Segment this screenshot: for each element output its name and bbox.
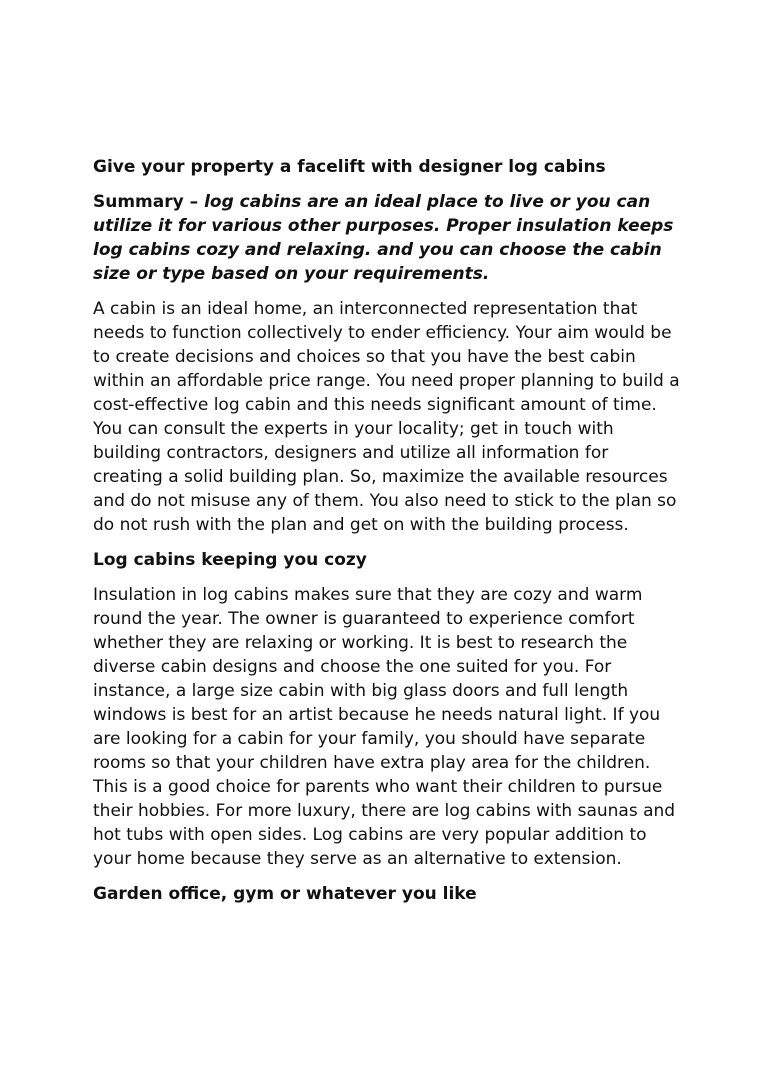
document-title: Give your property a facelift with designer log cabins	[93, 157, 606, 177]
section-heading-cozy: Log cabins keeping you cozy	[93, 550, 367, 570]
body-paragraph-2: Insulation in log cabins makes sure that they are cozy and warm round the year. The owner is guaranteed to experience comfort whether they are relaxing or working. It is best to research the diverse cabin designs and choose the one suited for you. For instance, a large size cabin with big glass doors and full length windows is best for an artist because he needs natural light. If you are looking for a cabin for your family, you should have separate rooms so that your children have extra play area for the children. This is a good choice for parents who want their children to pursue their hobbies. For more luxury, there are log cabins with saunas and hot tubs with open sides. Log cabins are very popular addition to your home because they serve as an alternative to extension.	[93, 585, 676, 869]
section-heading-garden-office: Garden office, gym or whatever you like	[93, 884, 477, 904]
summary-paragraph	[93, 190, 683, 286]
body-paragraph-1: A cabin is an ideal home, an interconnected representation that needs to function collectively to ender efficiency. Your aim would be to create decisions and choices so that you have the best cabin within an affordable price range. You need proper planning to build a cost-effective log cabin and this needs significant amount of time. You can consult the experts in your locality; get in touch with building contractors, designers and utilize all information for creating a solid building plan. So, maximize the available resources and do not misuse any of them. You also need to stick to the plan so do not rush with the plan and get on with the building process.	[93, 299, 680, 535]
summary-label: Summary –	[93, 192, 205, 212]
document-page	[93, 155, 683, 917]
summary-text: log cabins are an ideal place to live or you can utilize it for various other purposes. Proper insulation keeps log cabins cozy and relaxing. and you can choose the cabin size or type based on your requirements.	[93, 192, 674, 284]
